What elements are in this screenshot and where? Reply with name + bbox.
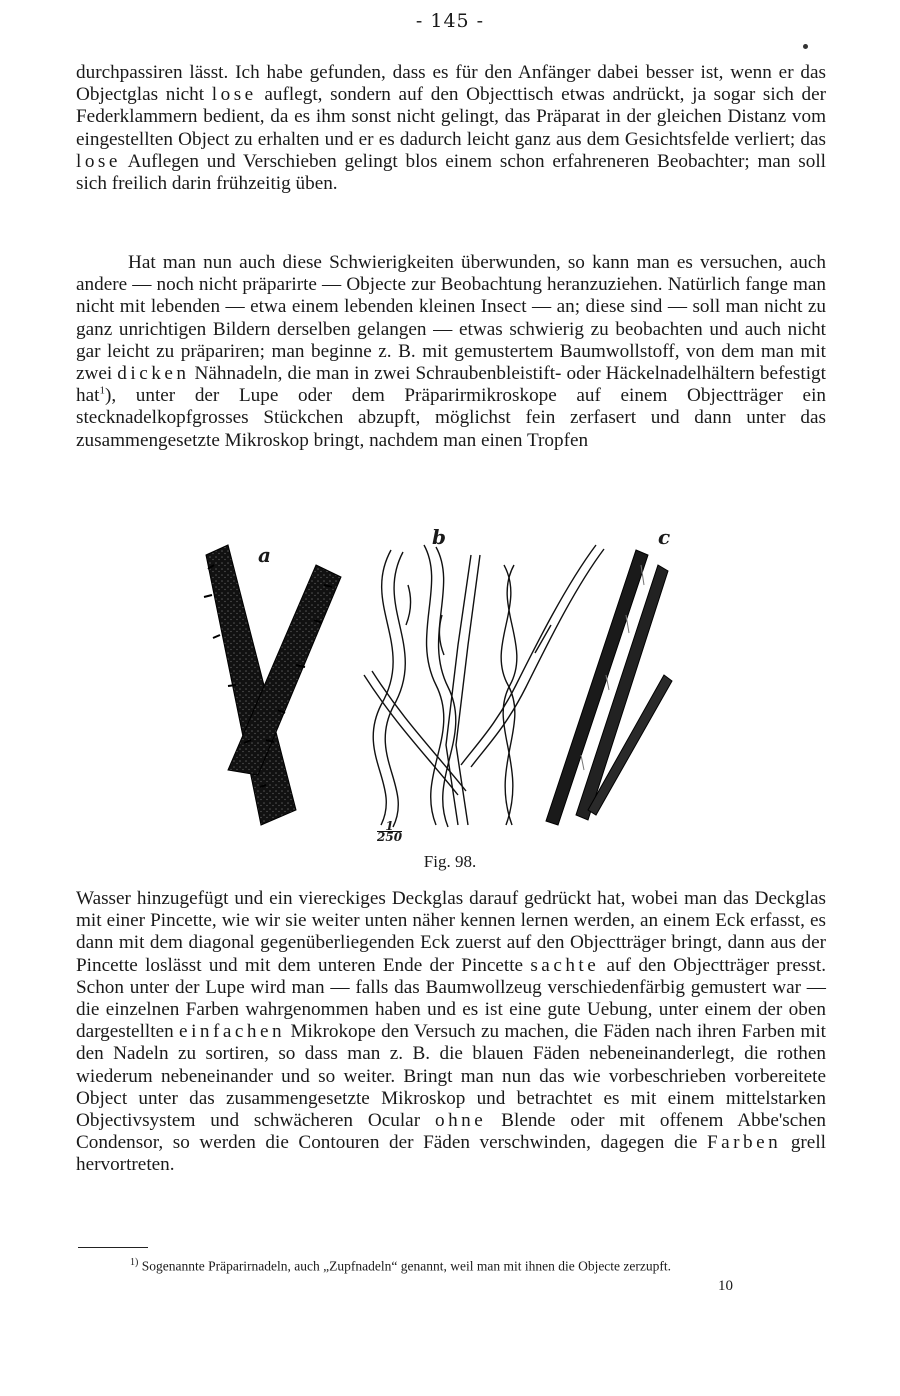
paragraph-text: Mikrokope den Versuch zu machen, die Fäden nach ihren Farben mit den Nadeln zu sortiren, so dass man z. B. die blauen Fäden nebeneinanderlegt, die rothen wiederum nebeneinander und so weiter. Bringt man nun das wie vorbeschrieben vorbereitete Object unter das zusammengesetzte Mikroskop und betrachtet es mit einem mittelstarken Objectivsystem und schwächeren Ocular	[76, 1021, 826, 1132]
scale-numerator: 1	[377, 821, 402, 832]
magnification-scale	[377, 821, 402, 842]
figure-caption: Fig. 98.	[423, 852, 477, 871]
scale-denominator: 250	[377, 830, 403, 844]
paragraph-text: Wasser hinzugefügt und ein viereckiges Deckglas darauf gedrückt hat, wobei man das Deckglas mit einer Pincette, wie wir sie weiter unten näher kennen lernen werden, an einem Eck erfasst, es dann mit dem diagonal gegenüberliegenden Eck zuerst auf den Objectträger bringt, dann aus der Pincette loslässt und mit dem unteren Ende der Pincette	[76, 888, 826, 976]
paragraph-text: auf den Objectträger presst. Schon unter der Lupe wird man — falls das Baumwollzeug verschiedenfärbig gemustert war — die einzelnen Farben wahrgenommen haben und es ist eine gute Uebung, unter einem der oben dargestellten	[76, 954, 826, 1043]
ink-speck	[803, 44, 808, 49]
paragraph-1	[76, 62, 826, 195]
footnote-reference: 1	[99, 384, 105, 397]
paragraph-text: grell hervortreten.	[76, 1132, 826, 1176]
footnote-text: Sogenannte Präparirnadeln, auch „Zupfnadeln“ genannt, weil man mit ihnen die Objecte zerzupft.	[141, 1258, 672, 1274]
paragraph-text: auflegt, sondern auf den Objecttisch etwas andrückt, ja sogar sich der Federklammern bedient, da es ihm sonst nicht gelingt, das Präparat in der gleichen Distanz vom eingestellten Object zu erhalten und er es dadurch leicht ganz aus dem Gesichtsfelde verliert; das	[76, 84, 826, 150]
emphasis-text: ohne	[434, 1110, 487, 1132]
emphasis-text: sachte	[530, 954, 600, 976]
paragraph-text: durchpassiren lässt. Ich habe gefunden, dass es für den Anfänger dabei besser ist, wenn er das Objectglas nicht	[76, 62, 826, 106]
emphasis-text: lose	[76, 150, 121, 172]
footnote-divider	[78, 1247, 148, 1248]
figure-fibres	[196, 525, 696, 850]
dark-fibres-c	[546, 550, 672, 825]
paragraph-text: Auflegen und Verschieben gelingt blos einem schon erfahreneren Beobachter; man soll sich freilich darin frühzeitig üben.	[76, 150, 826, 195]
paragraph-3	[76, 888, 826, 1177]
paragraph-text: Hat man nun auch diese Schwierigkeiten überwunden, so kann man es versuchen, auch andere — noch nicht präparirte — Objecte zur Beobachtung heranzuziehen. Natürlich fange man nicht mit lebenden — etwa einem lebenden kleinen Insect — an; diese sind — soll man nicht zu ganz unrichtigen Bildern derselben gelangen — etwas schwierig zu beobachten und auch nicht gar leicht zu präpariren; man beginne z. B. mit gemustertem Baumwollstoff, von dem man mit zwei	[76, 252, 826, 385]
wool-fibres-a	[204, 545, 341, 825]
fibre-illustration	[196, 525, 696, 850]
figure-label-c: c	[658, 525, 671, 549]
figure-label-a: a	[258, 543, 271, 567]
emphasis-text: einfachen	[179, 1021, 286, 1043]
emphasis-text: dicken	[117, 363, 190, 385]
paragraph-2	[76, 252, 826, 452]
emphasis-text: Farben	[706, 1132, 782, 1154]
paragraph-text: Blende oder mit offenem Abbe'schen Condensor, so werden die Contouren der Fäden verschwinden, dagegen die	[76, 1110, 826, 1154]
page-number: - 145 -	[415, 10, 485, 32]
paragraph-text: ), unter der Lupe oder dem Präparirmikroskope auf einem Objectträger ein stecknadelkopfgrosses Stückchen abzupft, möglichst fein zerfasert und dann unter das zusammengesetzte Mikroskop bringt, nachdem man einen Tropfen	[76, 385, 826, 451]
figure-label-b: b	[432, 525, 446, 549]
footnote	[130, 1257, 671, 1275]
paragraph-text: Nähnadeln, die man in zwei Schraubenbleistift- oder Häckelnadelhältern befestigt hat	[76, 363, 826, 407]
footnote-mark: 1)	[130, 1257, 139, 1268]
emphasis-text: lose	[211, 84, 257, 106]
signature-mark: 10	[718, 1278, 733, 1294]
